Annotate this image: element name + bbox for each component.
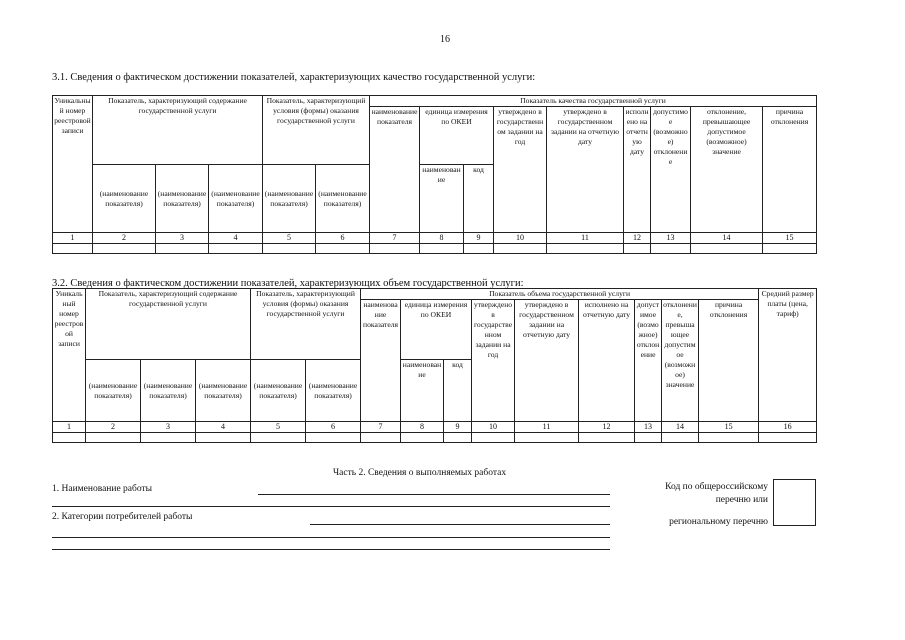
work-name-line: [258, 494, 610, 495]
column-number: 7: [361, 422, 401, 433]
sub-label: (наименование показателя): [156, 165, 209, 233]
code-label-line-2: перечню или: [715, 495, 768, 505]
column-number: 10: [472, 422, 515, 433]
col-content-indicator: Показатель, характеризующий содержание государственной услуги: [86, 289, 251, 360]
column-number: 13: [651, 233, 691, 244]
col-unit-code: код: [464, 165, 494, 233]
column-number: 10: [494, 233, 547, 244]
column-number: 9: [444, 422, 472, 433]
consumers-line: [310, 524, 610, 525]
col-approved-date: утверждено в государственном задании на отчетную дату: [547, 107, 624, 233]
col-name: наименование показателя: [361, 300, 401, 422]
column-number-row: [53, 233, 817, 244]
sub-label: (наименование показателя): [209, 165, 263, 233]
column-number: 4: [196, 422, 251, 433]
col-unique-number: Уникальный номер реестровой записи: [53, 96, 93, 233]
work-name-label: 1. Наименование работы: [52, 484, 153, 494]
sub-label: (наименование показателя): [86, 360, 141, 422]
column-number: 3: [141, 422, 196, 433]
col-volume-indicator: Показатель объема государственной услуги: [361, 289, 759, 300]
sub-label: (наименование показателя): [141, 360, 196, 422]
column-number: 7: [370, 233, 420, 244]
column-number: 12: [579, 422, 635, 433]
column-number: 1: [53, 233, 93, 244]
sub-label: (наименование показателя): [251, 360, 306, 422]
col-conditions-indicator: Показатель, характеризующий условия (формы) оказания государственной услуги: [263, 96, 370, 165]
consumers-line-3: [52, 549, 610, 550]
column-number: 13: [635, 422, 662, 433]
column-number: 15: [699, 422, 759, 433]
column-number: 9: [464, 233, 494, 244]
blank-row: [53, 433, 817, 443]
column-number: 5: [251, 422, 306, 433]
column-number: 12: [624, 233, 651, 244]
column-number: 14: [662, 422, 699, 433]
column-number: 11: [515, 422, 579, 433]
col-content-indicator: Показатель, характеризующий содержание государственной услуги: [93, 96, 263, 165]
col-exceed-dev: отклонение, превышающее допустимое (возможное) значение: [691, 107, 763, 233]
col-allowed-dev: допустимое (возможное) отклонение: [635, 300, 662, 422]
col-avg-fee: Средний размер платы (цена, тариф): [759, 289, 817, 422]
column-number: 2: [93, 233, 156, 244]
col-quality-indicator: Показатель качества государственной услуги: [370, 96, 817, 107]
col-unit-name: наименование: [401, 360, 444, 422]
section-31-title: 3.1. Сведения о фактическом достижении показателей, характеризующих качество государственной услуги:: [52, 72, 536, 83]
col-conditions-indicator: Показатель, характеризующий условия (формы) оказания государственной услуги: [251, 289, 361, 360]
col-name: наименование показателя: [370, 107, 420, 233]
section-32-title: 3.2. Сведения о фактическом достижении показателей, характеризующих объем государственной услуги:: [52, 278, 524, 289]
col-approved-year: утверждено в государственном задании на год: [472, 300, 515, 422]
column-number: 5: [263, 233, 316, 244]
col-unit-name: наименование: [420, 165, 464, 233]
col-executed: исполнено на отчетную дату: [579, 300, 635, 422]
page-number: 16: [440, 34, 450, 45]
col-unit-code: код: [444, 360, 472, 422]
col-unit: единица измерения по ОКЕИ: [401, 300, 472, 360]
column-number: 6: [306, 422, 361, 433]
quality-table: [52, 95, 817, 254]
column-number-row: [53, 422, 817, 433]
code-label-line-1: Код по общероссийскому: [665, 482, 768, 492]
col-unique-number: Уникальный номер реестровой записи: [53, 289, 86, 422]
code-box: [773, 479, 816, 526]
column-number: 1: [53, 422, 86, 433]
volume-table: [52, 288, 817, 443]
sub-label: (наименование показателя): [316, 165, 370, 233]
column-number: 2: [86, 422, 141, 433]
col-approved-date: утверждено в государственном задании на отчетную дату: [515, 300, 579, 422]
col-allowed-dev: допустимое (возможное) отклонение: [651, 107, 691, 233]
col-executed: исполнено на отчетную дату: [624, 107, 651, 233]
sub-label: (наименование показателя): [93, 165, 156, 233]
col-unit: единица измерения по ОКЕИ: [420, 107, 494, 165]
sub-label: (наименование показателя): [263, 165, 316, 233]
sub-label: (наименование показателя): [196, 360, 251, 422]
column-number: 8: [401, 422, 444, 433]
code-label-line-3: региональному перечню: [669, 517, 768, 527]
col-reason: причина отклонения: [699, 300, 759, 422]
column-number: 6: [316, 233, 370, 244]
column-number: 4: [209, 233, 263, 244]
blank-row: [53, 244, 817, 254]
sub-label: (наименование показателя): [306, 360, 361, 422]
consumers-label: 2. Категории потребителей работы: [52, 512, 193, 522]
work-name-line-2: [52, 506, 610, 507]
col-approved-year: утверждено в государственном задании на год: [494, 107, 547, 233]
column-number: 15: [763, 233, 817, 244]
column-number: 8: [420, 233, 464, 244]
code-label: [630, 481, 768, 529]
col-reason: причина отклонения: [763, 107, 817, 233]
col-exceed-dev: отклонение, превышающее допустимое (возможное) значение: [662, 300, 699, 422]
part2-title: Часть 2. Сведения о выполняемых работах: [333, 468, 507, 478]
column-number: 11: [547, 233, 624, 244]
consumers-line-2: [52, 537, 610, 538]
column-number: 3: [156, 233, 209, 244]
column-number: 14: [691, 233, 763, 244]
column-number: 16: [759, 422, 817, 433]
